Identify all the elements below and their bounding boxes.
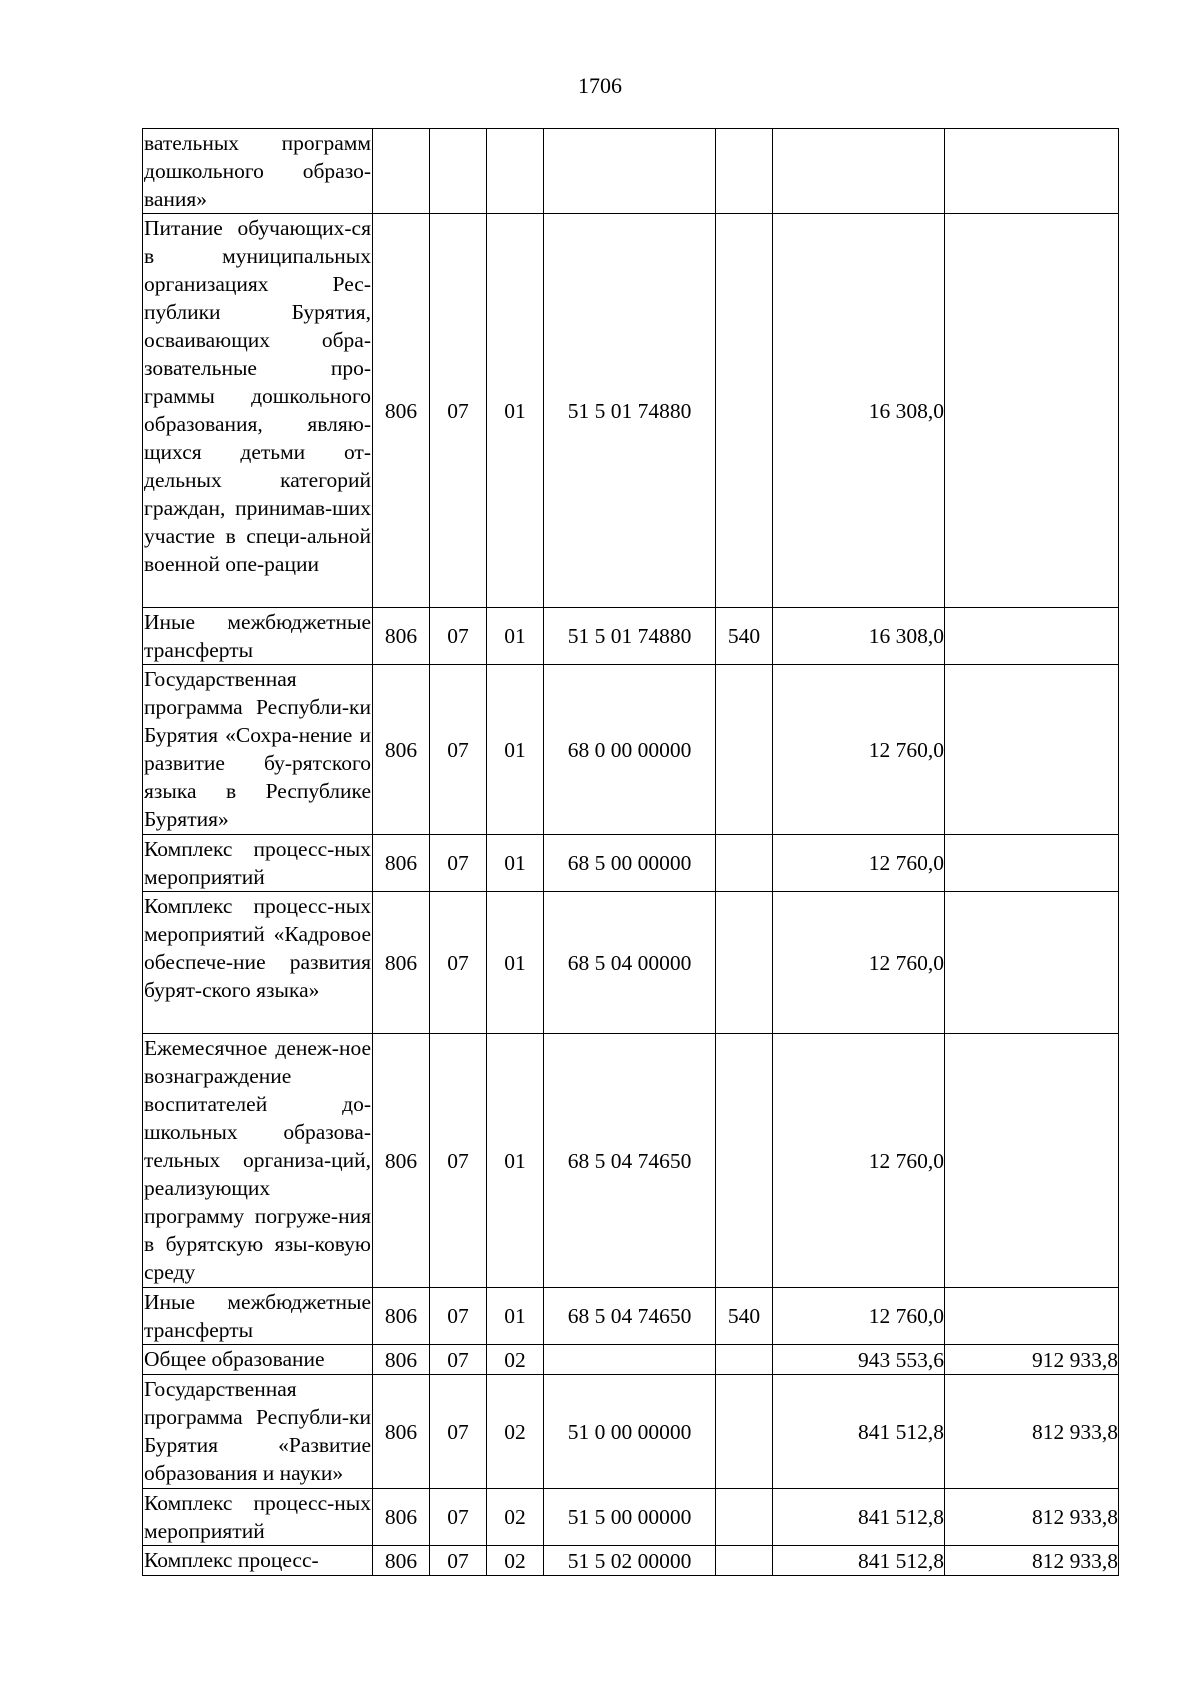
pr-cell: 02 bbox=[487, 1345, 544, 1375]
table-row bbox=[143, 1345, 1119, 1375]
table-row bbox=[143, 1034, 1119, 1288]
gr-cell bbox=[373, 129, 430, 214]
rz-cell: 07 bbox=[430, 1288, 487, 1345]
sum-year2-cell bbox=[945, 129, 1119, 214]
pr-cell: 02 bbox=[487, 1546, 544, 1576]
sum-year1-cell: 16 308,0 bbox=[773, 214, 945, 608]
sum-year2-cell: 812 933,8 bbox=[945, 1546, 1119, 1576]
table-row bbox=[143, 835, 1119, 892]
table-row bbox=[143, 665, 1119, 835]
gr-cell: 806 bbox=[373, 1345, 430, 1375]
vr-cell: 540 bbox=[716, 608, 773, 665]
rz-cell: 07 bbox=[430, 665, 487, 835]
table-row bbox=[143, 1546, 1119, 1576]
sum-year2-cell bbox=[945, 214, 1119, 608]
table-row bbox=[143, 1489, 1119, 1546]
gr-cell: 806 bbox=[373, 608, 430, 665]
sum-year2-cell bbox=[945, 1034, 1119, 1288]
row-name-cell: Государственная программа Республи-ки Бурятия «Развитие образования и науки» bbox=[143, 1375, 373, 1489]
csr-cell: 51 0 00 00000 bbox=[544, 1375, 716, 1489]
table-row bbox=[143, 892, 1119, 1034]
vr-cell bbox=[716, 1345, 773, 1375]
csr-cell: 68 5 04 74650 bbox=[544, 1034, 716, 1288]
row-name-cell: вательных программ дошкольного образо-вания» bbox=[143, 129, 373, 214]
csr-cell: 51 5 00 00000 bbox=[544, 1489, 716, 1546]
vr-cell bbox=[716, 835, 773, 892]
rz-cell: 07 bbox=[430, 1489, 487, 1546]
budget-table bbox=[142, 128, 1119, 1576]
rz-cell: 07 bbox=[430, 1546, 487, 1576]
vr-cell bbox=[716, 665, 773, 835]
pr-cell: 01 bbox=[487, 214, 544, 608]
sum-year2-cell: 812 933,8 bbox=[945, 1375, 1119, 1489]
row-name-cell: Питание обучающих-ся в муниципальных организациях Рес-публики Бурятия, осваивающих обра-зовательные про-граммы дошкольного образования, являю-щихся детьми от-дельных категорий граждан, принимав-ших участие в специ-альной военной опе-рации bbox=[143, 214, 373, 608]
row-name-cell: Иные межбюджетные трансферты bbox=[143, 1288, 373, 1345]
table-row bbox=[143, 608, 1119, 665]
gr-cell: 806 bbox=[373, 1034, 430, 1288]
vr-cell bbox=[716, 129, 773, 214]
csr-cell: 51 5 01 74880 bbox=[544, 214, 716, 608]
sum-year1-cell: 12 760,0 bbox=[773, 1034, 945, 1288]
sum-year1-cell: 16 308,0 bbox=[773, 608, 945, 665]
table-row bbox=[143, 214, 1119, 608]
csr-cell bbox=[544, 1345, 716, 1375]
pr-cell: 01 bbox=[487, 1034, 544, 1288]
csr-cell: 68 5 04 00000 bbox=[544, 892, 716, 1034]
rz-cell: 07 bbox=[430, 214, 487, 608]
rz-cell: 07 bbox=[430, 1375, 487, 1489]
gr-cell: 806 bbox=[373, 1489, 430, 1546]
sum-year1-cell: 841 512,8 bbox=[773, 1375, 945, 1489]
pr-cell: 02 bbox=[487, 1489, 544, 1546]
rz-cell bbox=[430, 129, 487, 214]
sum-year1-cell: 12 760,0 bbox=[773, 892, 945, 1034]
vr-cell bbox=[716, 214, 773, 608]
gr-cell: 806 bbox=[373, 835, 430, 892]
sum-year1-cell: 943 553,6 bbox=[773, 1345, 945, 1375]
pr-cell: 01 bbox=[487, 665, 544, 835]
rz-cell: 07 bbox=[430, 1345, 487, 1375]
pr-cell: 01 bbox=[487, 835, 544, 892]
row-name-cell: Комплекс процесс-ных мероприятий «Кадровое обеспече-ние развития бурят-ского языка» bbox=[143, 892, 373, 1034]
sum-year1-cell: 12 760,0 bbox=[773, 1288, 945, 1345]
sum-year1-cell: 841 512,8 bbox=[773, 1489, 945, 1546]
gr-cell: 806 bbox=[373, 665, 430, 835]
row-name-cell: Ежемесячное денеж-ное вознаграждение воспитателей до-школьных образова-тельных организа-ций, реализующих программу погруже-ния в бурятскую язы-ковую среду bbox=[143, 1034, 373, 1288]
vr-cell: 540 bbox=[716, 1288, 773, 1345]
sum-year2-cell: 812 933,8 bbox=[945, 1489, 1119, 1546]
sum-year2-cell bbox=[945, 835, 1119, 892]
row-name-cell: Иные межбюджетные трансферты bbox=[143, 608, 373, 665]
csr-cell bbox=[544, 129, 716, 214]
rz-cell: 07 bbox=[430, 892, 487, 1034]
row-name-cell: Комплекс процесс-ных мероприятий bbox=[143, 1489, 373, 1546]
rz-cell: 07 bbox=[430, 1034, 487, 1288]
csr-cell: 51 5 01 74880 bbox=[544, 608, 716, 665]
pr-cell: 01 bbox=[487, 1288, 544, 1345]
csr-cell: 68 5 04 74650 bbox=[544, 1288, 716, 1345]
pr-cell bbox=[487, 129, 544, 214]
sum-year2-cell bbox=[945, 665, 1119, 835]
table-row bbox=[143, 1375, 1119, 1489]
table-row bbox=[143, 1288, 1119, 1345]
row-name-cell: Общее образование bbox=[143, 1345, 373, 1375]
gr-cell: 806 bbox=[373, 1546, 430, 1576]
csr-cell: 68 0 00 00000 bbox=[544, 665, 716, 835]
sum-year2-cell bbox=[945, 1288, 1119, 1345]
gr-cell: 806 bbox=[373, 892, 430, 1034]
gr-cell: 806 bbox=[373, 1288, 430, 1345]
rz-cell: 07 bbox=[430, 835, 487, 892]
row-name-cell: Комплекс процесс- bbox=[143, 1546, 373, 1576]
sum-year1-cell: 12 760,0 bbox=[773, 665, 945, 835]
sum-year2-cell bbox=[945, 608, 1119, 665]
sum-year1-cell bbox=[773, 129, 945, 214]
row-name-cell: Комплекс процесс-ных мероприятий bbox=[143, 835, 373, 892]
vr-cell bbox=[716, 1375, 773, 1489]
sum-year1-cell: 12 760,0 bbox=[773, 835, 945, 892]
sum-year1-cell: 841 512,8 bbox=[773, 1546, 945, 1576]
page-number: 1706 bbox=[578, 73, 622, 98]
pr-cell: 01 bbox=[487, 892, 544, 1034]
gr-cell: 806 bbox=[373, 214, 430, 608]
vr-cell bbox=[716, 1034, 773, 1288]
pr-cell: 02 bbox=[487, 1375, 544, 1489]
vr-cell bbox=[716, 892, 773, 1034]
rz-cell: 07 bbox=[430, 608, 487, 665]
row-name-cell: Государственная программа Республи-ки Бурятия «Сохра-нение и развитие бу-рятского языка в Республике Бурятия» bbox=[143, 665, 373, 835]
table-row bbox=[143, 129, 1119, 214]
csr-cell: 51 5 02 00000 bbox=[544, 1546, 716, 1576]
csr-cell: 68 5 00 00000 bbox=[544, 835, 716, 892]
sum-year2-cell bbox=[945, 892, 1119, 1034]
vr-cell bbox=[716, 1489, 773, 1546]
sum-year2-cell: 912 933,8 bbox=[945, 1345, 1119, 1375]
pr-cell: 01 bbox=[487, 608, 544, 665]
vr-cell bbox=[716, 1546, 773, 1576]
gr-cell: 806 bbox=[373, 1375, 430, 1489]
